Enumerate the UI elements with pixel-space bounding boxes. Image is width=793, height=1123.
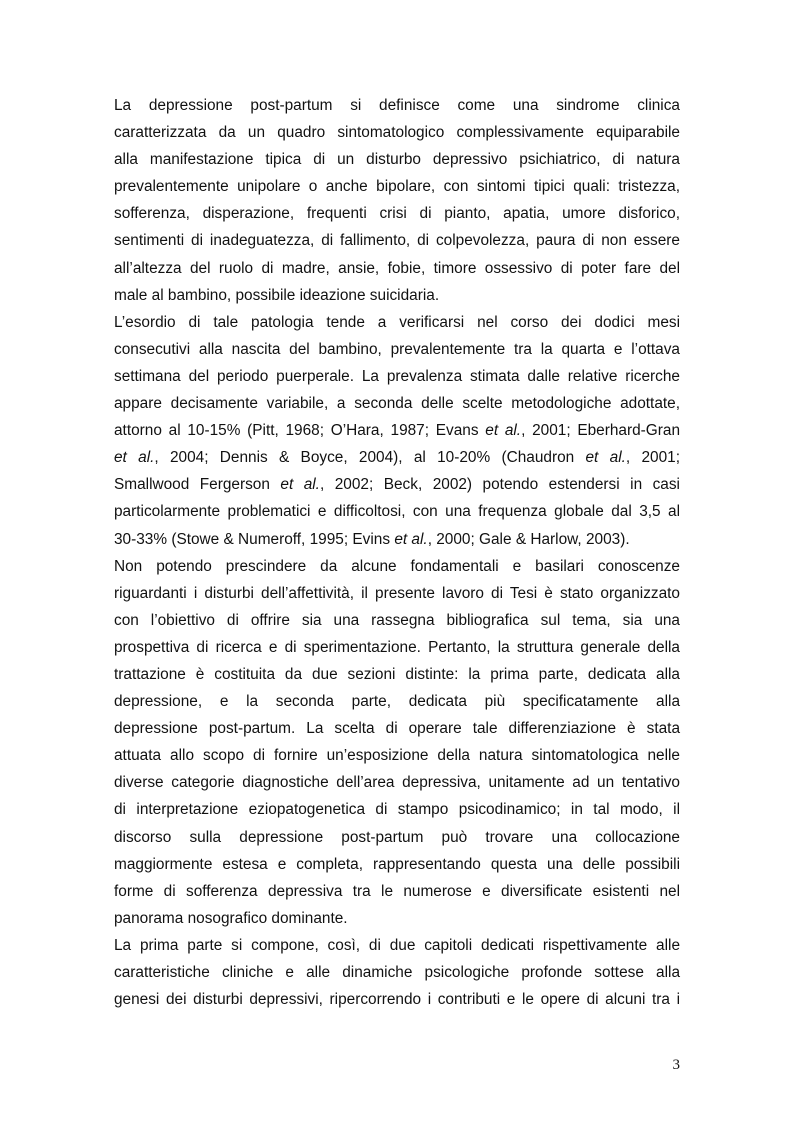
text-line: La depressione post-partum si definisce come una sindrome clinica <box>114 97 680 114</box>
text-line: depressione post-partum. La scelta di operare tale differenziazione è stata <box>114 720 680 738</box>
text-line: forme di sofferenza depressiva tra le numerose e diversificate esistenti nel <box>114 882 680 900</box>
page-number: 3 <box>672 1057 680 1073</box>
body-text <box>114 92 680 1013</box>
text-line: L’esordio di tale patologia tende a verificarsi nel corso dei dodici mesi <box>114 313 680 331</box>
text-line: 30-33% (Stowe & Numeroff, 1995; Evins et al., 2000; Gale & Harlow, 2003). <box>114 530 630 548</box>
text-line: settimana del periodo puerperale. La prevalenza stimata dalle relative ricerche <box>114 367 680 385</box>
text-line: di interpretazione eziopatogenetica di stampo psicodinamico; in tal modo, il <box>114 801 680 819</box>
text-line: sofferenza, disperazione, frequenti crisi di pianto, apatia, umore disforico, <box>114 205 680 223</box>
text-line: all’altezza del ruolo di madre, ansie, fobie, timore ossessivo di poter fare del <box>114 259 680 277</box>
text-line: attorno al 10-15% (Pitt, 1968; O’Hara, 1987; Evans et al., 2001; Eberhard-Gran <box>114 422 680 440</box>
text-line: discorso sulla depressione post-partum può trovare una collocazione <box>114 828 680 846</box>
text-line: La prima parte si compone, così, di due capitoli dedicati rispettivamente alle <box>114 936 680 954</box>
text-line: prevalentemente unipolare o anche bipolare, con sintomi tipici quali: tristezza, <box>114 178 680 196</box>
paragraph <box>114 309 680 553</box>
text-line: Smallwood Fergerson et al., 2002; Beck, 2002) potendo estendersi in casi <box>114 476 680 494</box>
text-line: appare decisamente variabile, a seconda delle scelte metodologiche adottate, <box>114 395 680 413</box>
text-line: sentimenti di inadeguatezza, di fallimento, di colpevolezza, paura di non essere <box>114 232 680 250</box>
text-line: diverse categorie diagnostiche dell’area depressiva, unitamente ad un tentativo <box>114 774 680 792</box>
text-line: male al bambino, possibile ideazione suicidaria. <box>114 286 440 304</box>
text-line: caratterizzata da un quadro sintomatologico complessivamente equiparabile <box>114 124 680 142</box>
text-line: consecutivi alla nascita del bambino, prevalentemente tra la quarta e l’ottava <box>114 340 680 358</box>
text-line: particolarmente problematici e difficoltosi, con una frequenza globale dal 3,5 al <box>114 503 680 521</box>
text-line: con l’obiettivo di offrire sia una rassegna bibliografica sul tema, sia una <box>114 611 680 629</box>
paragraph <box>114 553 680 932</box>
text-line: trattazione è costituita da due sezioni distinte: la prima parte, dedicata alla <box>114 665 680 683</box>
paragraph <box>114 932 680 1013</box>
text-line: Non potendo prescindere da alcune fondamentali e basilari conoscenze <box>114 557 680 575</box>
text-line: genesi dei disturbi depressivi, ripercorrendo i contributi e le opere di alcuni tra i <box>114 991 680 1009</box>
text-line: maggiormente estesa e completa, rappresentando questa una delle possibili <box>114 855 680 873</box>
text-line: attuata allo scopo di fornire un’esposizione della natura sintomatologica nelle <box>114 747 680 765</box>
text-line: depressione, e la seconda parte, dedicata più specificatamente alla <box>114 693 680 711</box>
text-line: caratteristiche cliniche e alle dinamiche psicologiche profonde sottese alla <box>114 964 680 981</box>
paragraph <box>114 92 680 309</box>
text-line: alla manifestazione tipica di un disturbo depressivo psichiatrico, di natura <box>114 151 680 169</box>
text-line: prospettiva di ricerca e di sperimentazione. Pertanto, la struttura generale della <box>114 638 680 656</box>
text-line: riguardanti i disturbi dell’affettività, il presente lavoro di Tesi è stato organizzato <box>114 584 680 602</box>
text-line: et al., 2004; Dennis & Boyce, 2004), al 10-20% (Chaudron et al., 2001; <box>114 449 680 467</box>
text-line: panorama nosografico dominante. <box>114 909 348 927</box>
